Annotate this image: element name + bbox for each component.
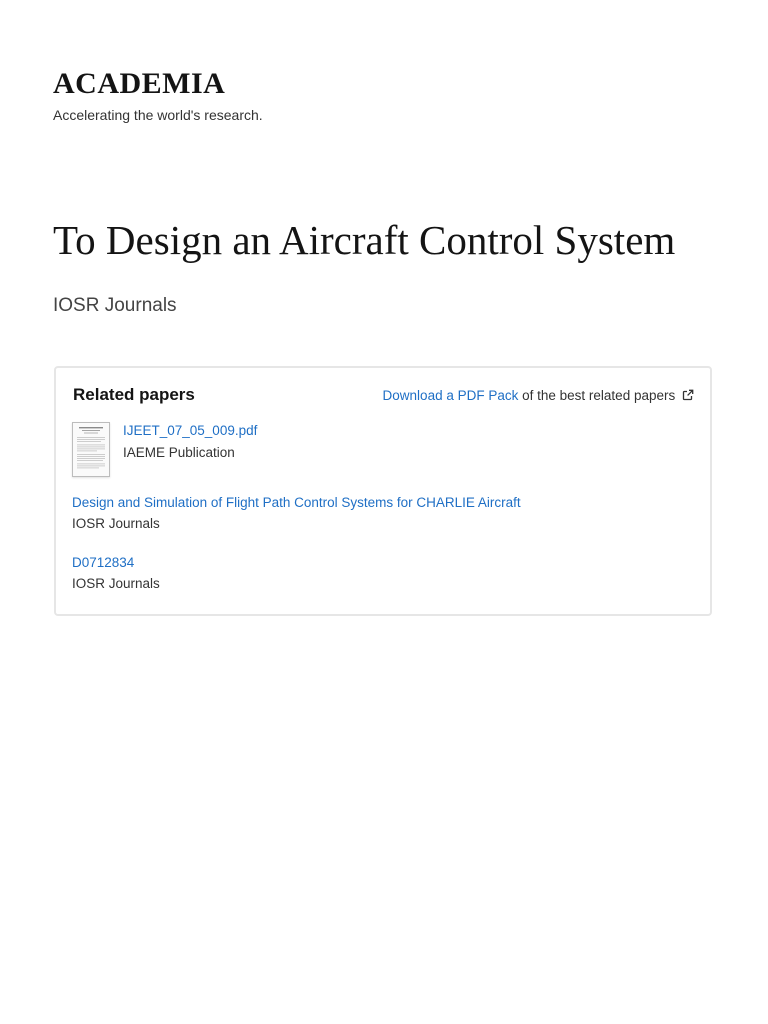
download-pdf-pack-link[interactable]: Download a PDF Pack [382,388,519,403]
related-paper-author: IAEME Publication [123,445,235,460]
external-link-icon[interactable] [682,389,694,401]
document-thumbnail-icon [73,423,109,476]
document-title: To Design an Aircraft Control System [53,217,676,263]
related-papers-card [54,366,712,616]
related-paper-author: IOSR Journals [72,516,160,531]
pdf-pack-suffix: of the best related papers [522,388,676,403]
related-paper-title[interactable]: Design and Simulation of Flight Path Control Systems for CHARLIE Aircraft [72,495,521,510]
tagline: Accelerating the world's research. [53,107,263,123]
pdf-pack-line [383,387,694,405]
document-author: IOSR Journals [53,295,177,316]
related-paper-title[interactable]: IJEET_07_05_009.pdf [123,423,258,438]
related-paper-author: IOSR Journals [72,576,160,591]
academia-logo[interactable]: ACADEMIA [53,67,226,100]
related-paper-title[interactable]: D0712834 [72,555,135,570]
related-papers-heading: Related papers [73,385,195,404]
paper-thumbnail[interactable] [72,422,110,477]
